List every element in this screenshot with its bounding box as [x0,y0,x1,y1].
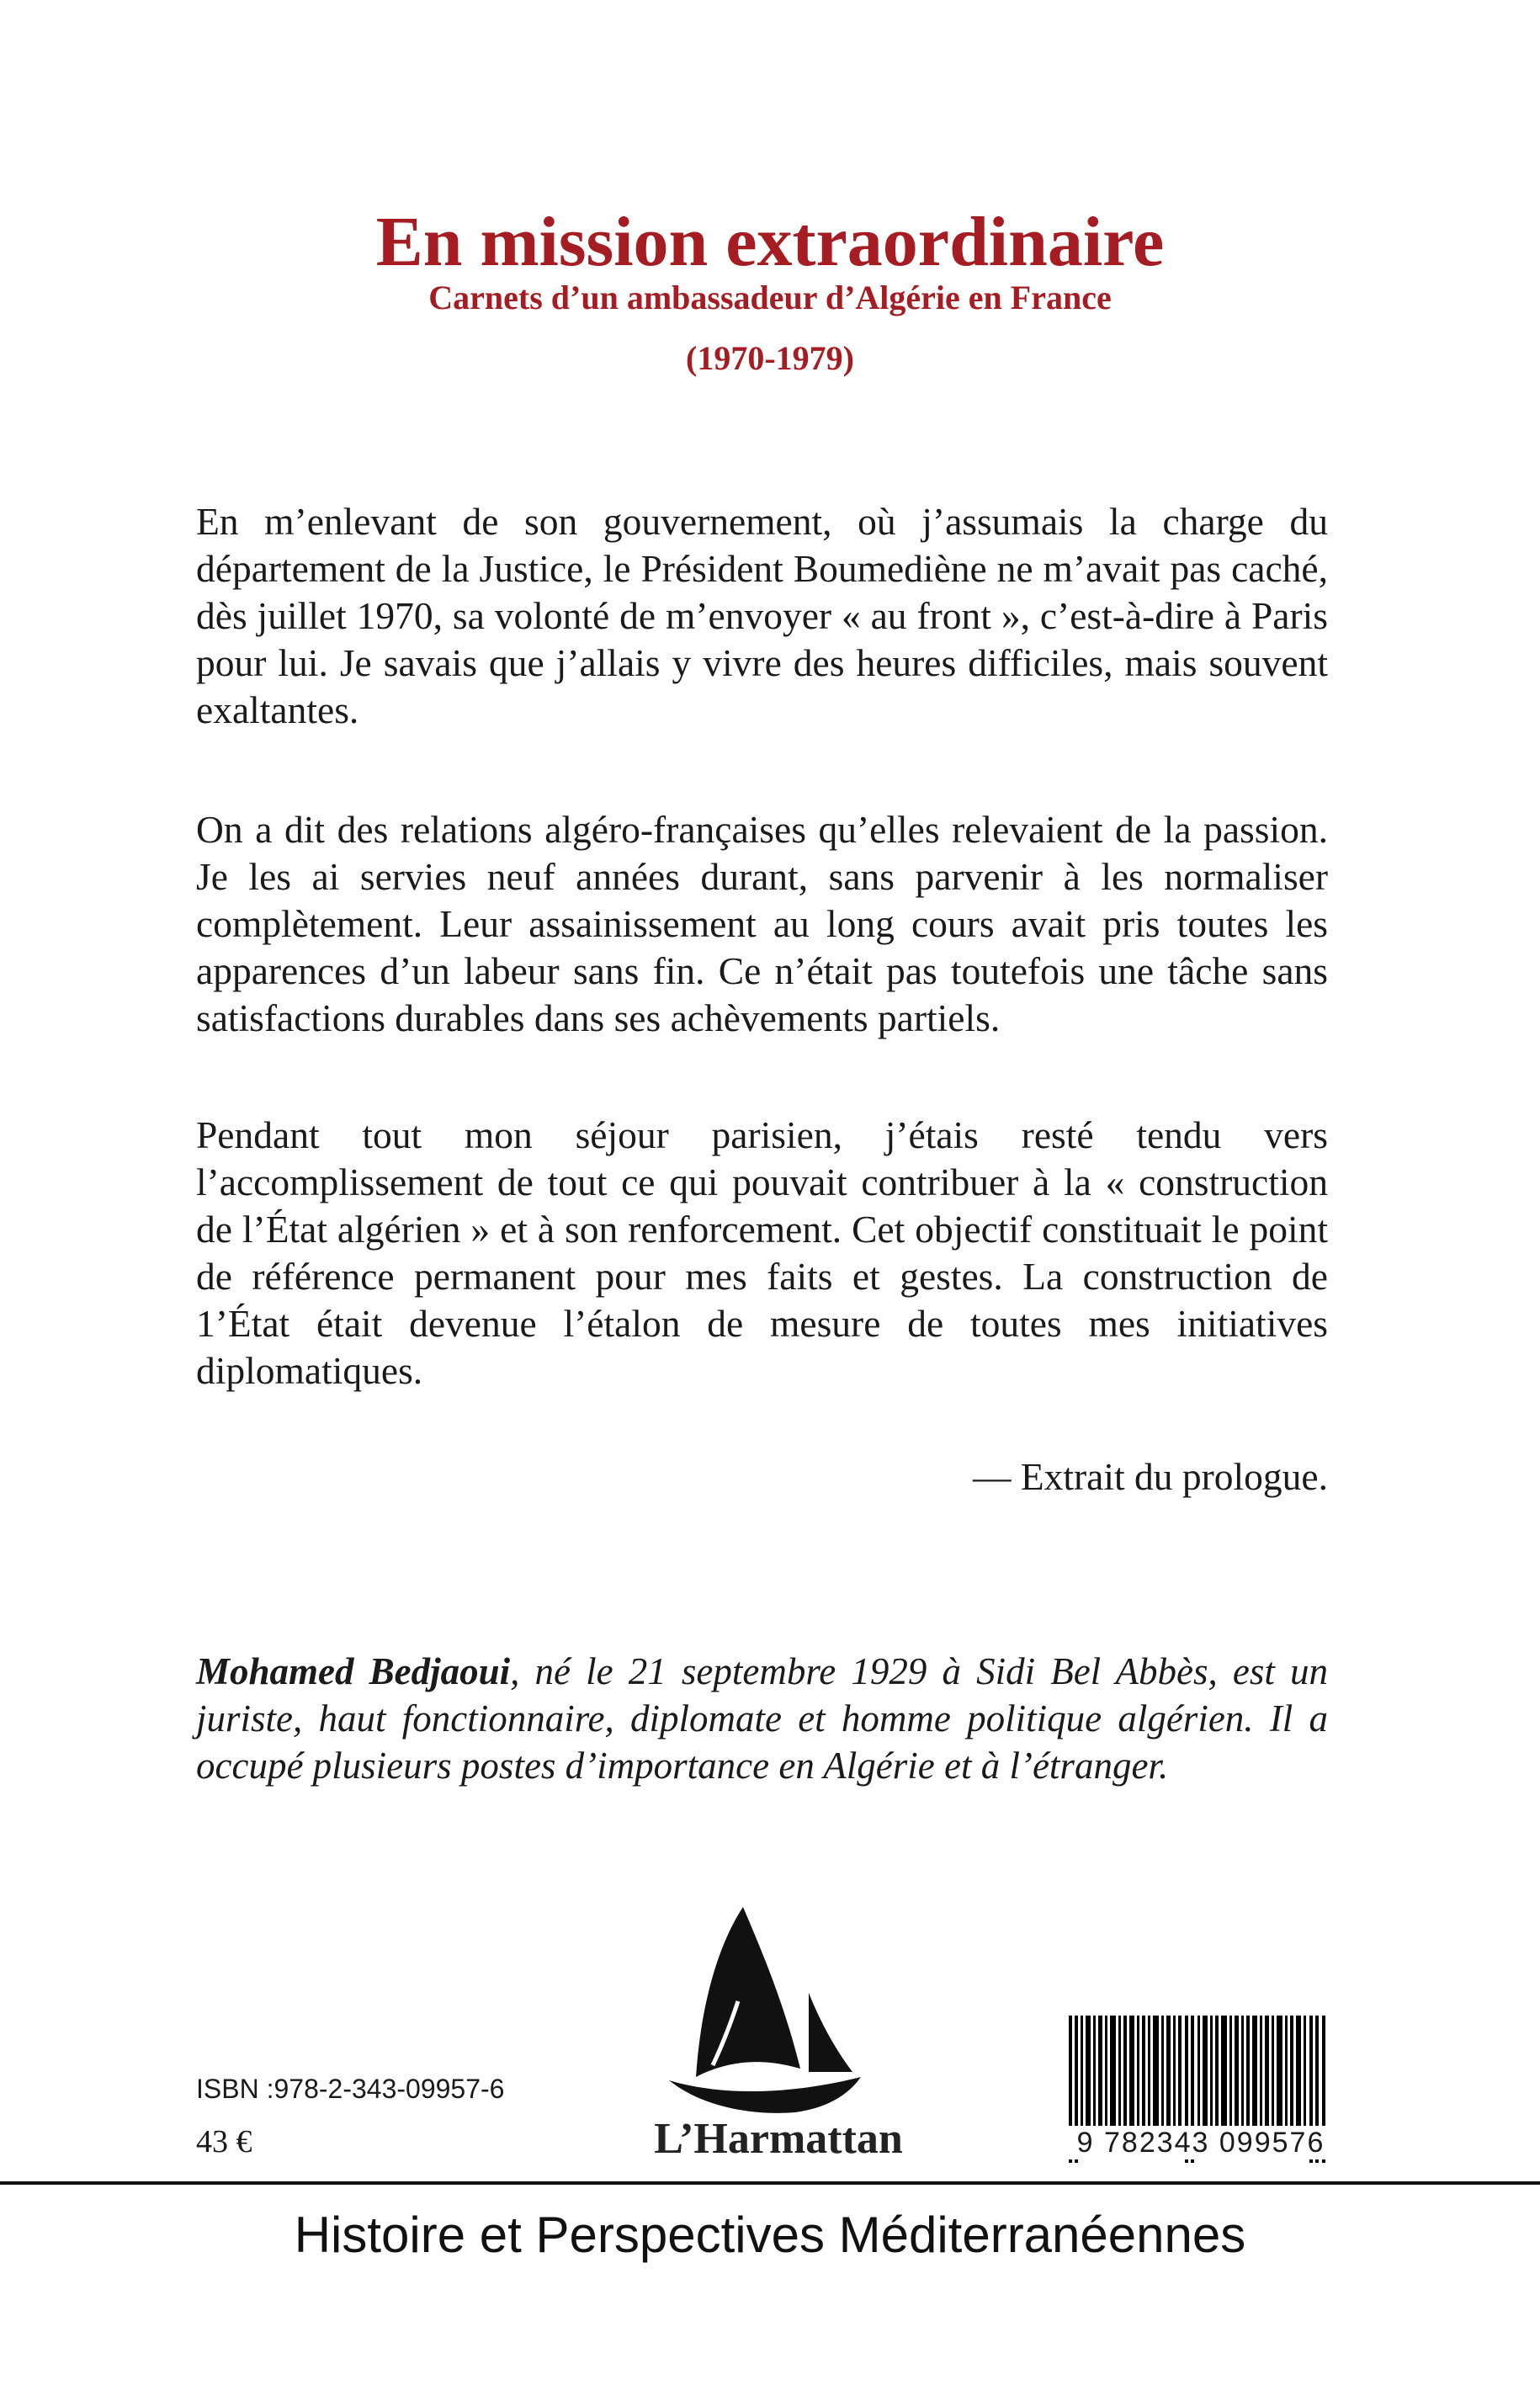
price-label: 43 € [196,2124,252,2159]
prologue-paragraph-2: On a dit des relations algéro-françaises qu’elles relevaient de la passion. Je les ai servies neuf années durant, sans parvenir à les normaliser complètement. Leur assainissement au long cours avait pris toutes les apparences d’un labeur sans fin. Ce n’était pas toutefois une tâche sans satisfactions durables dans ses achèvements partiels. [196,808,1328,1039]
author-name: Mohamed Bedjaoui [196,1650,511,1692]
author-bio [196,1648,1328,1789]
series-name: Histoire et Perspectives Méditerranéennes [294,2207,1246,2263]
isbn-label: ISBN :978-2-343-09957-6 [196,2074,505,2104]
barcode-number: 9 782343 099576 [1062,2126,1340,2159]
prologue-paragraph-3: Pendant tout mon séjour parisien, j’étais resté tendu vers l’accomplissement de tout ce qui pouvait contribuer à la « construction de l’État algérien » et à son renforcement. Cet objectif constituait le point de référence permanent pour mes faits et gestes. La construction de 1’État était devenue l’étalon de mesure de toutes mes initiatives diplomatiques. [196,1113,1328,1392]
book-title: En mission extraordinaire [375,203,1165,281]
sailboat-icon [635,1900,913,2144]
prologue-paragraph-1: En m’enlevant de son gouvernement, où j’assumais la charge du département de la Justice, le Président Boumediène ne m’avait pas caché, dès juillet 1970, sa volonté de m’envoyer « au front », c’est-à-dire à Paris pour lui. Je savais que j’allais y vivre des heures difficiles, mais souvent exaltantes. [196,500,1328,731]
publisher-name: L’Harmattan [654,2115,903,2163]
book-subtitle: Carnets d’un ambassadeur d’Algérie en France [428,279,1112,316]
extract-attribution: — Extrait du prologue. [972,1455,1328,1498]
footer-divider [0,2181,1540,2185]
author-bio-text: , né le 21 septembre 1929 à Sidi Bel Abbès, est un juriste, haut fonctionnaire, diplomate et homme politique algérien. Il a occupé plusieurs postes d’importance en Algérie et à l’étranger. [196,1650,1328,1787]
book-years: (1970-1979) [686,339,854,377]
